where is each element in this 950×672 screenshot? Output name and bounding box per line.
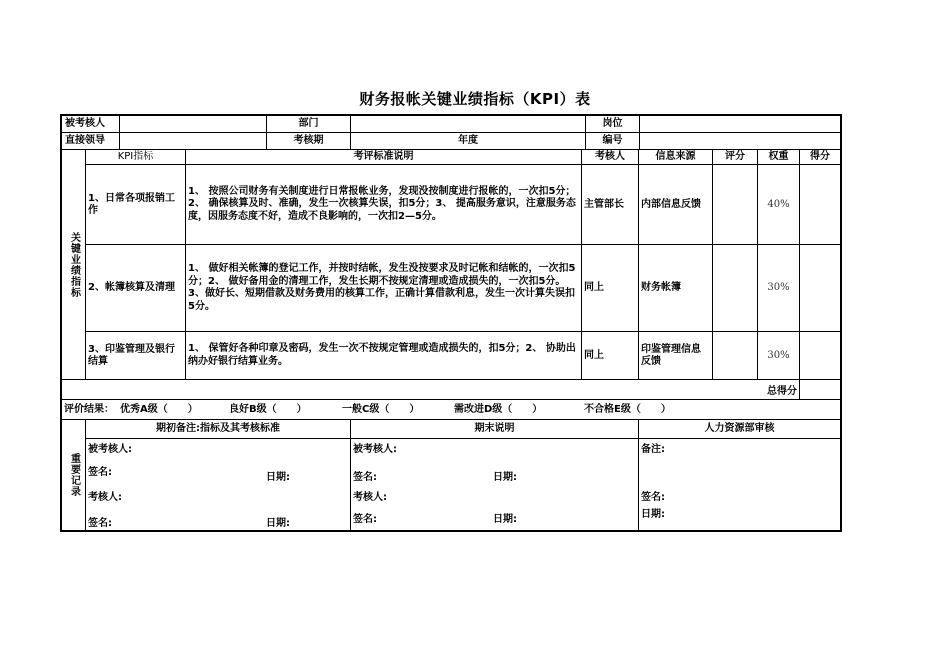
col1-sign-2: 签名: bbox=[88, 518, 112, 529]
position-value[interactable] bbox=[639, 115, 841, 133]
col2-assessee: 被考核人: bbox=[353, 444, 397, 455]
kpi-row-2-weight: 30% bbox=[757, 244, 800, 332]
col-criteria-header: 考评标准说明 bbox=[185, 149, 582, 165]
col2-assessor: 考核人: bbox=[353, 492, 387, 503]
eval-option-d[interactable]: 需改进D级（ ） bbox=[454, 404, 543, 415]
department-label: 部门 bbox=[266, 115, 351, 133]
col1-assessee: 被考核人: bbox=[88, 444, 132, 455]
col3-remark: 备注: bbox=[641, 444, 665, 455]
kpi-row-1-points[interactable] bbox=[799, 164, 841, 245]
col2-date-2: 日期: bbox=[493, 514, 517, 525]
evaluation-row bbox=[61, 399, 841, 420]
position-label: 岗位 bbox=[585, 115, 640, 133]
department-value[interactable] bbox=[350, 115, 586, 133]
col1-sign-1: 签名: bbox=[88, 467, 112, 478]
eval-option-e[interactable]: 不合格E级（ ） bbox=[584, 404, 671, 415]
supervisor-label: 直接领导 bbox=[61, 132, 120, 150]
kpi-row-2-criteria: 1、 做好相关帐簿的登记工作，并按时结帐，发生没按要求及时记帐和结帐的，一次扣5分；2、 做好备用金的清理工作，发生长期不按规定清理或造成损失的，一次扣5分。3、做好长、短期借款及财务费用的核算工作，正确计算借款利息，发生一次计算失误扣5分。 bbox=[185, 244, 582, 332]
total-score-label: 总得分 bbox=[767, 386, 797, 397]
number-value[interactable] bbox=[639, 132, 841, 150]
col-weight-header: 权重 bbox=[757, 149, 800, 165]
col2-date-1: 日期: bbox=[493, 472, 517, 483]
kpi-row-1-source: 内部信息反馈 bbox=[638, 164, 713, 245]
col-score-header: 评分 bbox=[712, 149, 758, 165]
kpi-row-3-points[interactable] bbox=[799, 331, 841, 380]
kpi-row-3-indicator: 3、印鉴管理及银行结算 bbox=[85, 331, 186, 380]
kpi-row-3-assessor: 同上 bbox=[581, 331, 639, 380]
col2-sign-2: 签名: bbox=[353, 514, 377, 525]
records-col1-body[interactable] bbox=[85, 438, 351, 531]
total-score-label-cell bbox=[61, 379, 800, 400]
kpi-row-3-weight: 30% bbox=[757, 331, 800, 380]
records-col2-body[interactable] bbox=[350, 438, 639, 531]
records-col2-title: 期末说明 bbox=[350, 419, 639, 439]
kpi-row-1-score[interactable] bbox=[712, 164, 758, 245]
kpi-row-3-score[interactable] bbox=[712, 331, 758, 380]
kpi-row-1-indicator: 1、日常各项报销工作 bbox=[85, 164, 186, 245]
col1-assessor: 考核人: bbox=[88, 492, 122, 503]
page-title: 财务报帐关键业绩指标（KPI）表 bbox=[359, 90, 591, 108]
kpi-row-3-source: 印鉴管理信息反馈 bbox=[638, 331, 713, 380]
evaluation-label: 评价结果： bbox=[64, 404, 114, 415]
assessee-label: 被考核人 bbox=[61, 115, 120, 133]
col-source-header: 信息来源 bbox=[638, 149, 713, 165]
records-col3-title: 人力资源部审核 bbox=[638, 419, 841, 439]
kpi-row-2-indicator: 2、帐簿核算及清理 bbox=[85, 244, 186, 332]
kpi-row-2-points[interactable] bbox=[799, 244, 841, 332]
kpi-row-1-criteria: 1、 按照公司财务有关制度进行日常报帐业务，发现没按制度进行报帐的，一次扣5分；2、 确保核算及时、准确，发生一次核算失误，扣5分；3、 提高服务意识，注意服务态度，因服务态度不好，造成不良影响的，一次扣2—5分。 bbox=[185, 164, 582, 245]
kpi-row-2-assessor: 同上 bbox=[581, 244, 639, 332]
eval-option-c[interactable]: 一般C级（ ） bbox=[342, 404, 420, 415]
year-label: 年度 bbox=[350, 132, 586, 150]
kpi-section-label: 关键业绩指标 bbox=[61, 149, 86, 380]
assessee-value[interactable] bbox=[119, 115, 267, 133]
records-section-label: 重要记录 bbox=[61, 419, 86, 531]
col3-sign: 签名: bbox=[641, 492, 665, 503]
col-indicator-header: KPI指标 bbox=[85, 149, 186, 165]
records-col1-title: 期初备注:指标及其考核标准 bbox=[85, 419, 351, 439]
number-label: 编号 bbox=[585, 132, 640, 150]
eval-option-a[interactable]: 优秀A级（ ） bbox=[120, 404, 198, 415]
records-col3-body[interactable] bbox=[638, 438, 841, 531]
kpi-row-1-weight: 40% bbox=[757, 164, 800, 245]
kpi-row-1-assessor: 主管部长 bbox=[581, 164, 639, 245]
kpi-row-2-score[interactable] bbox=[712, 244, 758, 332]
col-assessor-header: 考核人 bbox=[581, 149, 639, 165]
col-points-header: 得分 bbox=[799, 149, 841, 165]
kpi-row-3-criteria: 1、 保管好各种印章及密码，发生一次不按规定管理或造成损失的，扣5分；2、 协助出纳办好银行结算业务。 bbox=[185, 331, 582, 380]
supervisor-value[interactable] bbox=[119, 132, 267, 150]
total-score-value[interactable] bbox=[799, 379, 841, 400]
col1-date-1: 日期: bbox=[266, 472, 290, 483]
col3-date: 日期: bbox=[641, 509, 665, 520]
col2-sign-1: 签名: bbox=[353, 472, 377, 483]
kpi-sheet bbox=[60, 114, 842, 532]
col1-date-2: 日期: bbox=[266, 518, 290, 529]
eval-option-b[interactable]: 良好B级（ ） bbox=[229, 404, 307, 415]
kpi-row-2-source: 财务帐簿 bbox=[638, 244, 713, 332]
period-label: 考核期 bbox=[266, 132, 351, 150]
